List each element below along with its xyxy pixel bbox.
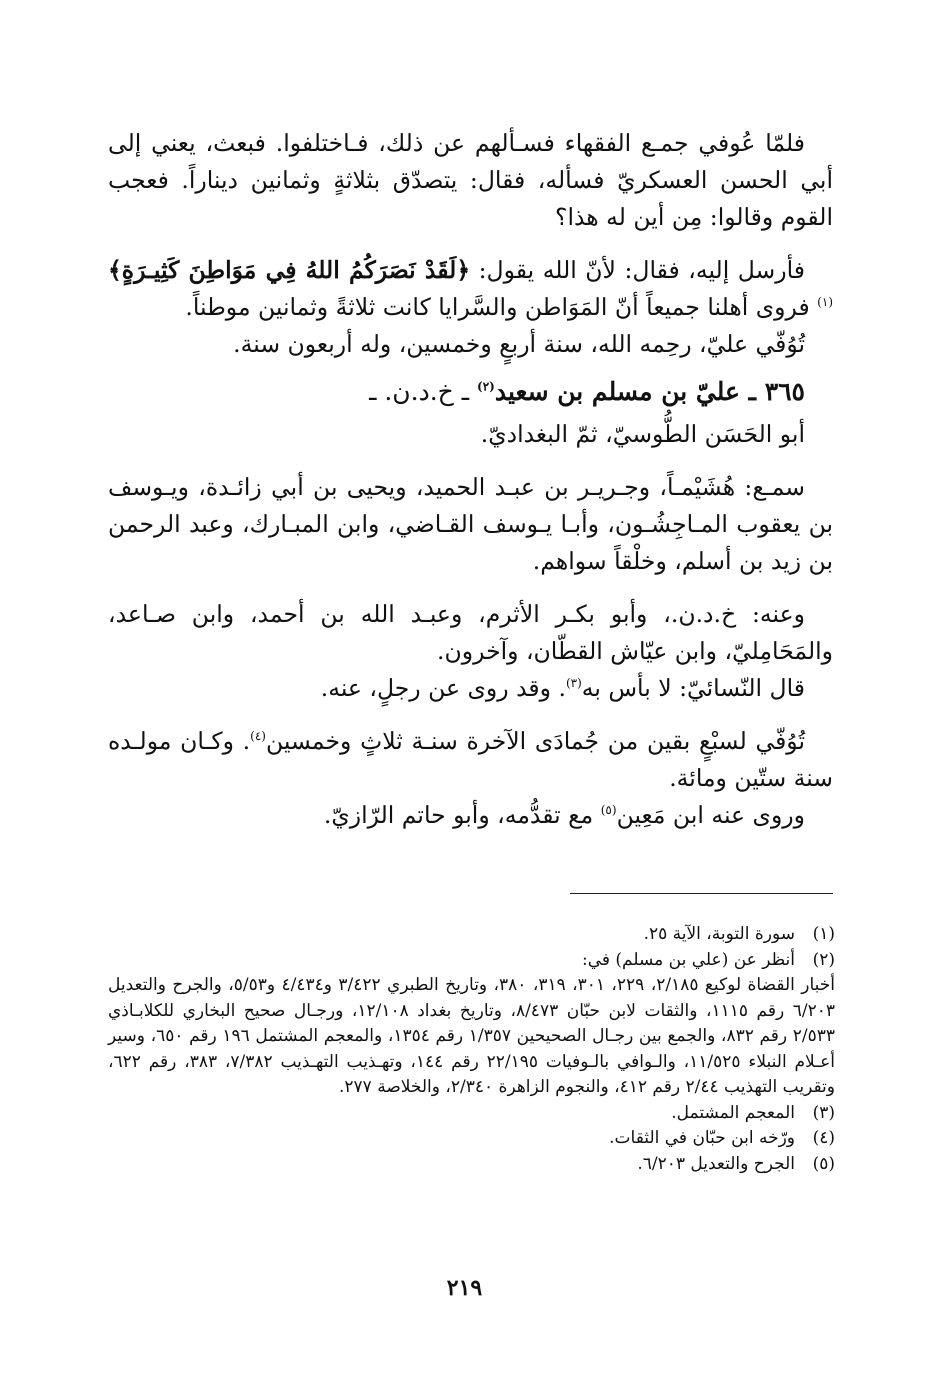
footnote-ref-2: (٢) (477, 379, 495, 394)
footnote-ref-1: (١) (817, 295, 833, 310)
footnote (108, 1101, 835, 1127)
quran-verse: ﴿لَقَدْ نَصَرَكُمُ اللهُ فِي مَوَاطِنَ كَثِيـرَةٍ﴾ (108, 256, 471, 284)
footnote-text: سورة التوبة، الآية ٢٥. (643, 924, 795, 944)
footnote-text: المعجم المشتمل. (671, 1102, 795, 1123)
paragraph-death-date (108, 723, 833, 797)
footnote-number: (١) (812, 924, 835, 944)
footnote (108, 1126, 835, 1152)
footnote-number: (٤) (812, 1128, 835, 1148)
footnote-number: (٣) (812, 1102, 835, 1123)
footnote-number: (٥) (812, 1153, 835, 1174)
entry-heading (108, 373, 833, 410)
narrators-text: وروى عنه ابن مَعِين (616, 801, 805, 829)
footnote-ref-5: (٥) (600, 803, 617, 818)
paragraph-narrators (108, 797, 833, 834)
paragraph-quran-answer (108, 252, 833, 326)
footnote-divider (570, 893, 833, 894)
birth-text: . وكـان مولـده سنة ستّين ومائة. (108, 727, 833, 792)
footnotes (108, 922, 835, 1177)
paragraph-kunya: أبو الحَسَن الطُّوسيّ، ثمّ البغداديّ. (480, 420, 805, 448)
quran-intro: فأرسل إليه، فقال: لأنّ الله يقول: (470, 256, 805, 284)
footnote-ref-3: (٣) (565, 676, 582, 691)
footnote-sources: أخبار القضاة لوكيع ٢/١٨٥، ٢٢٩، ٣٠١، ٣١٩، ٣٨٠، وتاريخ الطبري ٣/٤٢٢ و٤/٤٣٤ و٥/٥٣، والجرح والتعديل ٦/٢٠٣ رقم ١١١٥، والثقات لابن حبّان ٨/٤٧٣، وتاريخ بغداد ١٢/١٠٨، ورجـال صحيح البخاري للكلابـاذي ٢/٥٣٣ رقم ٨٣٢، والجمع بين رجـال الصحيحين ١/٣٥٧ رقم ١٣٥٤، والمعجم المشتمل ١٩٦ رقم ٦٥٠، وسير أعـلام النبلاء ١١/٥٢٥، والـوافي بالـوفيات ٢٢/١٩٥ رقم ١٤٤، وتهـذيب التهـذيب ٧/٣٨٢، ٣٨٣، رقم ٦٢٢، وتقريب التهذيب ٢/٤٤ رقم ٤١٢، والنجوم الزاهرة ٢/٣٤٠، والخلاصة ٢٧٧. (108, 975, 836, 1097)
paragraph-teachers: سمـع: هُشَيْمـاً، وجـريـر بن عبـد الحميد، ويحيى بن أبي زائـدة، ويـوسف بن يعقوب المـاجِشُـون، وأبـا يـوسف القـاضي، وابن المبـارك، وعبد الرحمن بن زيد بن أسلم، وخلْقاً سواهم. (108, 473, 833, 575)
footnote-ref-4: (٤) (250, 729, 266, 744)
quran-outro: فروى أهلنا جميعاً أنّ المَوَاطن والسَّرايا كانت ثلاثةً وثمانين موطناً. (185, 293, 818, 321)
page-number: ٢١٩ (446, 1275, 483, 1301)
paragraph-death-ali: تُوُفّي عليّ، رحِمه الله، سنة أربعٍ وخمسين، وله أربعون سنة. (233, 330, 805, 358)
footnote-text: الجرح والتعديل ٦/٢٠٣. (637, 1153, 795, 1174)
footnote-number: (٢) (812, 949, 835, 970)
nasai-tail: . وقد روى عن رجلٍ، عنه. (320, 674, 566, 702)
footnote (108, 1152, 835, 1178)
death-date-text: تُوُفّي لسبْعٍ بقين من جُمادَى الآخرة سنـة ثلاثٍ وخمسين (265, 727, 805, 755)
footnote-text: ورّخه ابن حبّان في الثقات. (609, 1128, 795, 1148)
paragraph-nasai (108, 670, 833, 707)
entry-sigla: ـ خ.د.ن. ـ (369, 377, 478, 406)
paragraph-healing: فلمّا عُوفي جمـع الفقهاء فسـألهم عن ذلك، فـاختلفوا. فبعث، يعني إلى أبي الحسن العسكريّ فسأله، فقال: يتصدّق بثلاثةٍ وثمانين ديناراً. فعجب القوم وقالوا: مِن أين له هذا؟ (108, 129, 833, 231)
entry-title: ٣٦٥ ـ عليّ بن مسلم بن سعيد (494, 377, 805, 406)
footnote (108, 948, 835, 974)
nasai-quote: قال النّسائيّ: لا بأس به (581, 674, 805, 702)
footnote (108, 922, 835, 948)
narrators-tail: مع تقدُّمه، وأبو حاتم الرّازيّ. (323, 801, 601, 829)
main-text (108, 125, 833, 834)
footnote-text: أنظر عن (علي بن مسلم) في: (582, 949, 795, 970)
paragraph-students: وعنه: خ.د.ن.، وأبو بكـر الأثرم، وعبـد الله بن أحمد، وابن صـاعد، والمَحَامِليّ، وابن عيّاش القطّان، وآخرون. (108, 600, 833, 665)
